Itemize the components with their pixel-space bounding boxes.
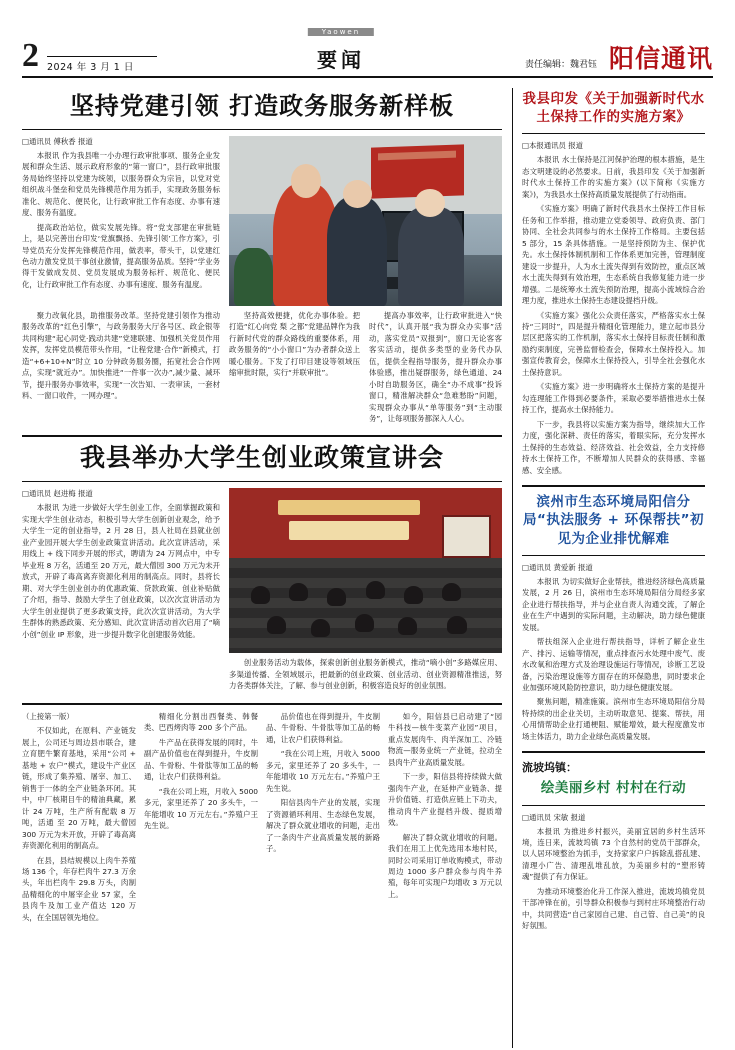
paragraph: 下一步，阳信县将持续做大做强肉牛产业，在延伸产业链条、提升价值链、打造供应链上下功夫，推动肉牛产业提档升级、提质增效。 (388, 772, 502, 828)
paragraph: 如今，阳信县已启动建了“园牛科技—核牛变菜产业园”项目，重点发展肉牛、肉羊深加工、冷链物流—服务业统一产业链，拉动全县肉牛产业高质量发展。 (388, 711, 502, 767)
right-article-1 (522, 90, 705, 476)
paragraph: 帮扶组深入企业进行帮扶指导，详析了解企业生产、排污、运输等情况，重点排查污水处理中废气、废水改氧和治理方式及治理设施运行等情况，诊断工艺设备，污染治理设施等方面存在的环保隐患，同时要求企业加强环境风险防控意识，助力绿色健康发展。 (522, 637, 705, 692)
divider (522, 133, 705, 134)
divider (22, 129, 502, 130)
right-article-3-byline: □通讯员 宋敏 报道 (522, 812, 586, 822)
paragraph: 坚持高效便捷，优化办事体验。把打造“红心向党 梨 之都”党建品牌作为我行新时代党的群众路线的重要体系，用政务服务的“小小窗口”为办者群众送上暖心服务。下发了打印目建设等领域压缩审批时限，实行“并联审批”。 (229, 310, 360, 378)
right-article-2 (522, 493, 705, 742)
paragraph: 解决了群众就业增收的问题。我们在用工上优先选用本地村民，同时公司采用订单收购模式，带动周边 1000 多户群众参与肉牛养殖，每年可实现户均增收 3 万元以上。 (388, 832, 502, 899)
article-main-headline: 坚持党建引领 打造政务服务新样板 (69, 92, 455, 120)
paragraph: 本报讯 作为我县唯一小办理行政审批事项、服务企业发展和群众生活、展示政府形象的“第一窗口”，县行政审批服务局始终坚持以党建为统领，以服务群众为宗旨，以党对党组织战斗堡垒和党员先锋模范作用为抓手，实现政务服务标准化、规范化、便民化，让行政审批工作有态度、办事有速度、服务有温度。 (22, 150, 220, 218)
paragraph: 在县，县结规模以上肉牛养殖场 136 个，年存栏肉牛 27.3 万余头，年出栏肉牛 29.8 万头，肉制品精细化的中屠宰企业 57 家，全县肉牛及加工业产值达 120 万头，在全国居领先地位。 (22, 855, 136, 922)
paragraph: 精细化分割出西餐类、韩餐类、巴西烤肉等 200 多个产品。 (144, 711, 258, 733)
paragraph: 阳信县肉牛产业的发展，实现了资源循环利用、生态绿色发展，解决了群众就业增收的问题，走出了一条肉牛产业高质量发展的新路子。 (266, 798, 380, 854)
right-article-1-byline: □本报通讯员 报道 (522, 141, 584, 151)
article-bottom (22, 711, 502, 926)
page-body (22, 88, 713, 1048)
divider (522, 485, 705, 487)
paragraph: 本报讯 水土保持是江河保护治理的根本措施，是生态文明建设的必然要求。日前，我县印发《关于加强新时代水土保持工作的实施方案》(以下简称《实施方案》)，为我县水土保持高质量发展提供了行动指南。 (522, 155, 705, 199)
right-article-3 (522, 759, 705, 931)
paragraph: 本报讯 为进一步做好大学生创业工作，全面掌握政策和实现大学生创业动态，积极引导大学生创新创业观念，给予大学生一定的创业指导，2 月 28 日，县人社局在县就业创业产业园开展大学生创业政策宣讲活动。此次宣讲活动，采用线上 + 线下同步开展的形式，聘请为 24 万网点中，中专毕业班 8 万名，活通至 20 万元，最大僧园 300 万元为未开放式，开辟了毒高离弃资源化利用的制高点。同时，县将长期、对大学生创业创办的优惠政策、贷款政策、创业补贴做了介绍，指导、鼓励大学生了创业政策，以次次宣讲活动为大学生创业提供了更多政策支持，此次次宣讲活动，为大学生群体的熟悉政策、充分感知、此次宣讲活动首次启用了“嘀小创”创业 IP 形象，进一步提升数字化创建服务效能。 (22, 503, 220, 639)
paragraph: 牛产品在获得发展的同时，牛副产品价值也在得到提升，牛皮制品、牛骨粉、牛骨肽等加工品的畅通，让农户们获得利益。 (144, 737, 258, 782)
article-second (22, 443, 502, 694)
page-number: 2 (22, 37, 39, 74)
paragraph: 本报讯 为推进乡村振兴，美丽宜居的乡村生活环境，连日来，流坡坞镇 73 个自然村的党员干部群众，以人居环境整治为抓手，支持家家户户拆除乱搭乱建、清理小广告、清理乱堆乱放，为美丽乡村的“塑形铸魂”提供了有力保证。 (522, 826, 705, 882)
right-article-2-headline: 滨州市生态环境局阳信分局“执法服务 + 环保帮扶”初见为企业排忧解难 (523, 494, 704, 547)
right-article-3-kicker: 流坡坞镇： (522, 761, 577, 775)
article-main-photo (229, 136, 502, 306)
right-column (512, 88, 705, 1048)
paragraph: 《实施方案》强化公众责任落实，严格落实水土保持“三同时”，四是提升精细化管理能力，建立起市县分层区把落实的工作机制，落实水土保持目标责任制和激励约束制度，完善监督检查会，保障水土保持投入。加强宣传教育会，保障水土保持投入，引导全社会强化水土保持意识。 (522, 310, 705, 377)
paragraph: 品价值也在得到提升，牛皮制品、牛骨粉、牛骨肽等加工品的畅通，让农户们获得利益。 (266, 711, 380, 744)
responsible-editor: 责任编辑：魏君钰 (524, 60, 597, 70)
publication-date: 2024 年 3 月 1 日 (47, 56, 157, 73)
paragraph: 《实施方案》进一步明确将水土保持方案的是提升勾连理能工作得到必要条件，采取必要举措推进水土保持工作，提高水土保持能力。 (522, 382, 705, 415)
paragraph: 为推动环境整治化升工作深入推进，流坡坞镇党员干部冲锋在前，引导群众积极参与到村庄环境整治行动中，共同营造“自己家园自己建、自己管、自己美”的良好氛围。 (522, 886, 705, 931)
paragraph: 创业服务活动为载体，探索创新创业服务新模式，推动“嘀小创”多路媒应用、多渠道传播、全领域展示，把最新的创业政策、创业活动、创业资源精准推送，努力各类群体关注，了解、参与创业创新，积极容造良好的创业氛围。 (229, 658, 502, 691)
paragraph: 《实施方案》明确了新时代我县水土保持工作目标任务和工作举措，推动建立党委领导、政府负责、部门协同、全社会共同参与的水土保持工作格局。主要包括 5 部分，15 条具体措施。一是坚持预防为主、保护优先。水土保持体制机制和工作体系更加完善，管理制度建设一步提升，人为水土流失得到有效防控，重点区域水土流失得到有效治理，生态系统自我修复能力进一步增强。二是统筹水土流失预防治理，提高小流域综合治理力度，推进水土保持生态建设提档升级。 (522, 204, 705, 306)
divider (522, 805, 705, 806)
masthead (22, 26, 713, 78)
paragraph: 提高办事效率，让行政审批进入“快时代”，认真开展“我为群众办实事”活动，落实党员“双报到”，窗口无论客客客实活动，提供多类型的业务代办队伍，提供全程指导服务，提升群众办事体验感，推出疑群服务，绿色通道、24 小时自助服务区，确全“办不成事”投诉窗口，精准解决群众“急难愁盼”问题，实现群众办事从“单等服务”到“主动服务”，让每项服务都深入人心。 (369, 310, 502, 424)
paragraph: “我在公司上班，月收入 5000 多元，家里还养了 20 多头牛，一年能增收 10 万元左右。”养殖户王先生说。 (266, 749, 380, 793)
paragraph: 提高政治站位，做实发展先锋。将“党支部建在审批链上，是以完善出台印发‘党旗飘扬、先锋引领’工作方案》，引导党员充分发挥先锋模范作用，做表率，带头干，以党建红色动力激发党员干事创业激情，提高服务品质。坚持“学业务得干发做成发员、党员发展成为服务标杆、规范化、便民化，让行政审批工作有态度、办事有速度、服务有温度。 (22, 222, 220, 289)
section-pinyin: Yaowen (308, 28, 374, 36)
article-second-headline: 我县举办大学生创业政策宣讲会 (79, 443, 444, 473)
paragraph: 不仅如此，在原料、产业链发展上，公司还与周边县市联合，建立育肥牛繁育基地，采用“公司 + 基地 + 农户”模式，建设牛产业区链，形成了集养殖、屠宰、加工、销售于一体的全产业链条环闭。其中，中厂核期目牛的精油典藏，累计 24 万吨，生产所有配载 8 万吨，活通 至 20 万吨，最大僧园 300 万元为未开放，开辟了毒高离弃资源化利用的制高点。 (22, 726, 136, 851)
paragraph: 聚力改氧化县，助推服务改革。坚持党建引领作为推动服务改革的“红色引擎”，与政务服务大厅各号区、政企银等共同构建“起心同党·践动共建”党建联建、加强机关党员作用发挥，发挥党员模范带头作用，“让程党建·合作”新模式，打造“+6+10+N”时立 10 分钟政务服务圈，拓宽社会合作网点，实现“就近办”。加快推进“一件事一次办”,减少量、减环节，提升服务办事效率，实现“一次告知、一表审读，一套材料、一窗口收件，一网办理”。 (22, 310, 220, 401)
divider (522, 751, 705, 753)
divider (22, 481, 502, 482)
paragraph: “我在公司上班，月收入 5000 多元，家里还养了 20 多头牛，一年能增收 10 万元左右。”养殖户王先生说。 (144, 786, 258, 831)
right-article-2-byline: □通讯员 黄爱新 报道 (522, 562, 593, 572)
divider (22, 703, 502, 705)
section-title-block (157, 28, 525, 73)
article-second-byline: □通讯员 赵进梅 报道 (22, 489, 93, 499)
left-column (22, 88, 502, 1048)
article-main (22, 92, 502, 427)
continuation-lead: （上接第一版） (22, 711, 74, 721)
newspaper-brand: 阳信通讯 (608, 46, 713, 73)
right-article-3-headline: 绘美丽乡村 村村在行动 (540, 780, 687, 797)
article-main-byline: □通讯员 傅秋香 报道 (22, 136, 93, 146)
paragraph: 本报讯 为切实做好企业帮扶，推进经济绿色高质量发展，2 月 26 日，滨州市生态环境局阳信分局经多家企业进行帮扶指导，并与企业自责人沟通交流，了解企业在生产中遇到的实际问题，主动解决，助力绿色健康发展。 (522, 576, 705, 632)
paragraph: 下一步，我县将以实施方案为指导，继续加大工作力度，强化深耕、责任的落实，着眼实际，充分发挥水土保持的生态效益、经济效益、社会效益，全力支持修持水土保持工作，不断增加人民群众的获得感、幸福感、安全感。 (522, 419, 705, 475)
divider (22, 435, 502, 437)
section-title: 要闻 (316, 48, 365, 72)
divider (522, 555, 705, 556)
paragraph: 聚焦问题，精准施策。滨州市生态环境局阳信分局特持续的出企业关切，主动听取意见、提案、帮扶，用心用情帮助企业打通梗阻、赋能增效，最大程度激发市场主体活力，助力企业绿色高质量发展。 (522, 697, 705, 741)
article-second-photo (229, 488, 502, 653)
right-article-1-headline: 我县印发《关于加强新时代水土保持工作的实施方案》 (522, 91, 705, 126)
